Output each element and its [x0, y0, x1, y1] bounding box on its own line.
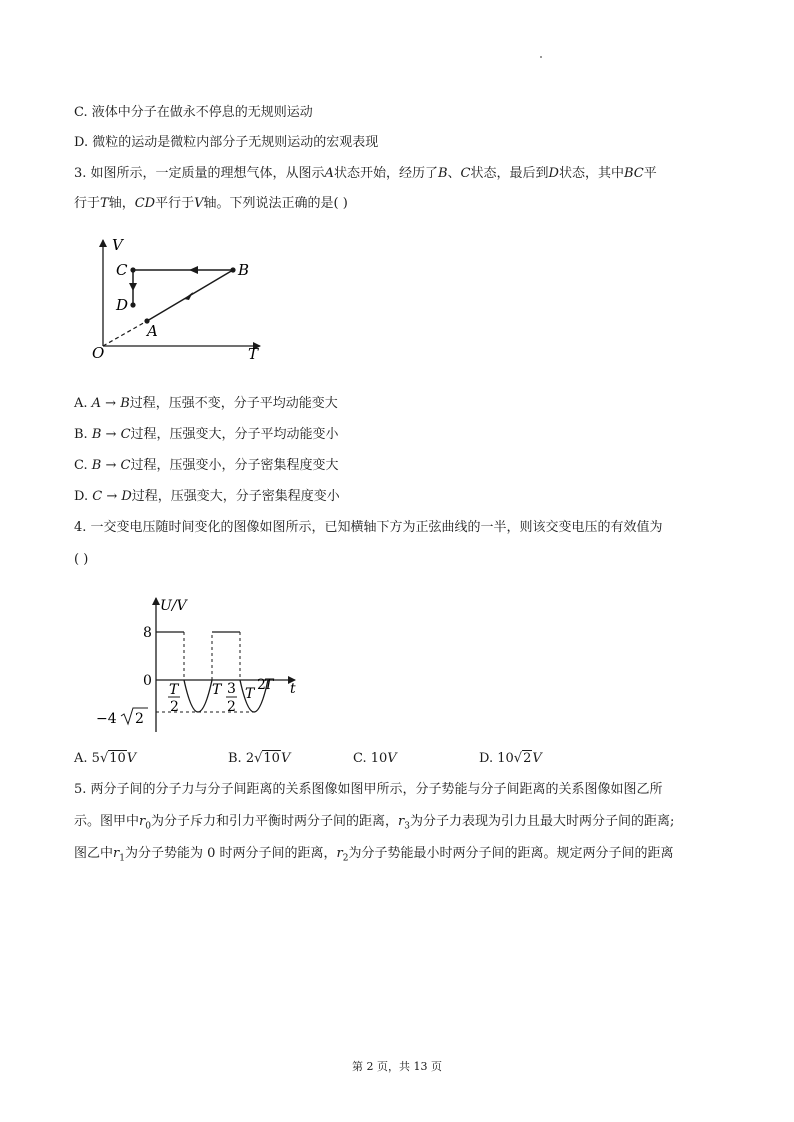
half-sine-1: [184, 680, 212, 712]
label-neg4: −4: [96, 711, 117, 727]
q4-stem-line2: ( ): [74, 552, 89, 567]
arrow-bc: [189, 266, 198, 274]
label-t: T: [248, 345, 259, 363]
label-d: D: [116, 296, 129, 314]
q4-ut-diagram: [88, 592, 313, 734]
q3-stem-line2: 行于T轴，CD平行于V轴。下列说法正确的是( ): [74, 196, 348, 211]
dashed-origin-line: [103, 321, 147, 346]
q4-option-b: B. 2√10V: [228, 751, 291, 766]
q3-option-a: A. A → B过程，压强不变，分子平均动能变大: [74, 396, 338, 411]
tick-t-half-num: T: [169, 682, 179, 698]
tick-2t-t: T: [264, 677, 274, 693]
label-neg4-root: 2: [135, 711, 144, 727]
label-b: B: [238, 261, 250, 279]
tick-3-2-den: 2: [227, 699, 236, 715]
label-0: 0: [143, 673, 152, 689]
q4-option-d: D. 10√2V: [479, 751, 542, 766]
q3-option-d: D. C → D过程，压强变大，分子密集程度变小: [74, 489, 340, 504]
point-d: [130, 302, 135, 307]
q2-option-c: C. 液体中分子在做永不停息的无规则运动: [74, 105, 313, 120]
scan-dot: [540, 56, 542, 58]
tick-t: T: [212, 682, 222, 698]
tick-3-2-num: 3: [227, 681, 236, 697]
label-o: O: [92, 344, 105, 362]
arrow-cd: [129, 283, 137, 291]
point-c: [130, 267, 135, 272]
label-8: 8: [143, 625, 152, 641]
label-c: C: [116, 261, 128, 279]
q2-option-d: D. 微粒的运动是微粒内部分子无规则运动的宏观表现: [74, 135, 379, 150]
label-u: U/V: [160, 598, 187, 614]
q3-vt-diagram: [88, 234, 273, 364]
q3-stem-line1: 3. 如图所示，一定质量的理想气体，从图示A状态开始，经历了B、C状态，最后到D状态，其中BC平: [74, 166, 657, 181]
q4-option-a: A. 5√10V: [74, 751, 137, 766]
point-b: [230, 267, 235, 272]
label-v: V: [112, 236, 123, 254]
q4-option-c: C. 10V: [353, 751, 397, 766]
q5-line2: 示。图甲中$r_0$为分子斥力和引力平衡时两分子间的距离，$r_3$为分子力表现为引力且最大时两分子间的距离;: [74, 814, 675, 832]
q4-stem-line1: 4. 一交变电压随时间变化的图像如图所示，已知横轴下方为正弦曲线的一半，则该交变电压的有效值为: [74, 520, 663, 535]
label-a: A: [147, 322, 158, 340]
tick-2t-coef: 2: [257, 677, 266, 693]
q3-option-b: B. B → C过程，压强变大，分子平均动能变小: [74, 427, 339, 442]
q5-line3: 图乙中$r_1$为分子势能为 0 时两分子间的距离，$r_2$为分子势能最小时两分子间的距离。规定两分子间的距离: [74, 846, 674, 864]
arrow-ab: [184, 292, 193, 300]
tick-3-2-t: T: [245, 686, 255, 702]
q5-line1: 5. 两分子间的分子力与分子间距离的关系图像如图甲所示，分子势能与分子间距离的关系图像如图乙所: [74, 782, 663, 797]
q3-option-c: C. B → C过程，压强变小，分子密集程度变大: [74, 458, 339, 473]
page-footer: 第 2 页，共 13 页: [352, 1060, 442, 1073]
tick-t-half-den: 2: [170, 699, 179, 715]
label-t-axis: t: [290, 681, 296, 697]
